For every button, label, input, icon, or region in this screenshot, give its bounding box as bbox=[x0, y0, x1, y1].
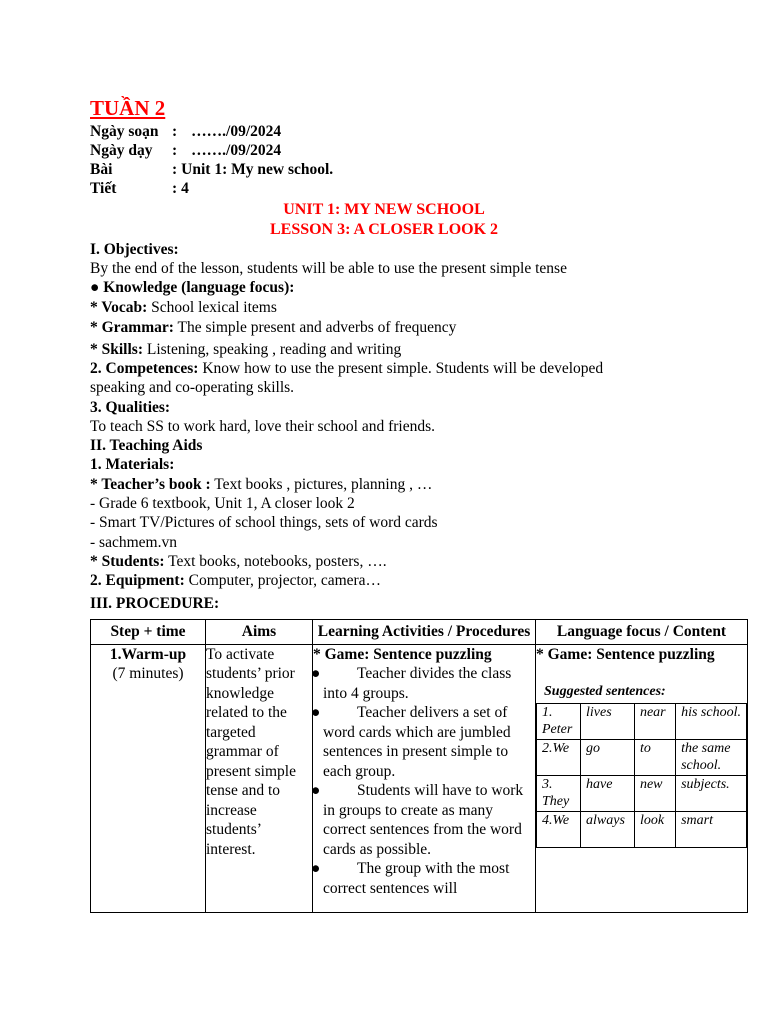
sentence-cell: have bbox=[581, 775, 635, 811]
table-row bbox=[537, 739, 747, 775]
materials-heading: 1. Materials: bbox=[90, 456, 175, 473]
meta-teach-date: Ngày dạy : ……./09/2024 bbox=[90, 142, 282, 159]
sentences-table bbox=[536, 703, 747, 848]
bullet-icon: ● bbox=[311, 665, 321, 682]
teaching-aids-heading: II. Teaching Aids bbox=[90, 437, 203, 454]
sentence-cell: look bbox=[634, 811, 675, 847]
sentence-cell: go bbox=[581, 739, 635, 775]
list-item: ● Teacher delivers a set of word cards which are jumbled sentences in present simple to each group. bbox=[311, 704, 511, 780]
header-activities: Learning Activities / Procedures bbox=[313, 620, 536, 645]
list-item: ● The group with the most correct sentences will bbox=[311, 860, 510, 897]
table-header-row bbox=[91, 620, 748, 645]
vocab-line: * Vocab: School lexical items bbox=[90, 299, 277, 316]
grammar-line: * Grammar: The simple present and adverbs of frequency bbox=[90, 319, 457, 336]
sentence-cell: to bbox=[634, 739, 675, 775]
material-item: - Smart TV/Pictures of school things, sets of word cards bbox=[90, 514, 438, 531]
list-item: ● Teacher divides the class into 4 groups. bbox=[311, 665, 512, 702]
sentence-cell: the same school. bbox=[676, 739, 747, 775]
header-language-focus: Language focus / Content bbox=[536, 620, 748, 645]
week-title: TUẦN 2 bbox=[90, 96, 166, 120]
sentence-cell: lives bbox=[581, 703, 635, 739]
qualities-heading: 3. Qualities: bbox=[90, 399, 171, 416]
sentence-cell: 4.We bbox=[537, 811, 581, 847]
step-time: (7 minutes) bbox=[112, 665, 184, 682]
procedure-table bbox=[90, 619, 748, 913]
suggested-label: Suggested sentences: bbox=[544, 684, 666, 699]
competences-line-2: speaking and co-operating skills. bbox=[90, 379, 295, 396]
material-item: - sachmem.vn bbox=[90, 534, 177, 551]
meta-lesson: Bài : Unit 1: My new school. bbox=[90, 161, 334, 178]
procedure-heading: III. PROCEDURE: bbox=[90, 595, 220, 612]
meta-prepare-date: Ngày soạn : ……./09/2024 bbox=[90, 123, 282, 140]
sentence-cell: subjects. bbox=[676, 775, 747, 811]
unit-title: UNIT 1: MY NEW SCHOOL bbox=[283, 201, 485, 218]
qualities-text: To teach SS to work hard, love their school and friends. bbox=[90, 418, 436, 435]
sentence-cell: always bbox=[581, 811, 635, 847]
objectives-text: By the end of the lesson, students will be able to use the present simple tense bbox=[90, 260, 567, 277]
sentence-cell: 3. They bbox=[537, 775, 581, 811]
aims-cell: To activate students’ prior knowledge related to the targeted grammar of present simple tense and to increase students’ interest. bbox=[206, 644, 313, 912]
language-focus-cell bbox=[536, 644, 748, 912]
bullet-icon: ● bbox=[311, 704, 321, 721]
teachers-book-line: * Teacher’s book : Text books , pictures, planning , … bbox=[90, 476, 433, 493]
sentence-cell: smart bbox=[676, 811, 747, 847]
activities-cell bbox=[313, 644, 536, 912]
sentence-cell: 1. Peter bbox=[537, 703, 581, 739]
skills-line: * Skills: Listening, speaking , reading and writing bbox=[90, 341, 402, 358]
students-line: * Students: Text books, notebooks, posters, …. bbox=[90, 553, 387, 570]
header-aims: Aims bbox=[206, 620, 313, 645]
material-item: - Grade 6 textbook, Unit 1, A closer look 2 bbox=[90, 495, 355, 512]
step-cell bbox=[91, 644, 206, 912]
objectives-heading: I. Objectives: bbox=[90, 241, 179, 258]
bullet-icon: ● bbox=[311, 860, 321, 877]
language-focus-title: * Game: Sentence puzzling bbox=[536, 645, 715, 663]
list-item: ● Students will have to work in groups to create as many correct sentences from the word cards as possible. bbox=[311, 782, 524, 858]
header-step-time: Step + time bbox=[91, 620, 206, 645]
table-row bbox=[537, 775, 747, 811]
table-row bbox=[91, 644, 748, 912]
bullet-icon: ● bbox=[311, 782, 321, 799]
competences-line: 2. Competences: Know how to use the present simple. Students will be developed bbox=[90, 360, 604, 377]
equipment-line: 2. Equipment: Computer, projector, camera… bbox=[90, 572, 382, 589]
sentence-cell: new bbox=[634, 775, 675, 811]
meta-period: Tiết : 4 bbox=[90, 180, 189, 197]
table-row bbox=[537, 703, 747, 739]
activity-title: * Game: Sentence puzzling bbox=[313, 645, 492, 663]
step-name: 1.Warm-up bbox=[109, 645, 187, 663]
table-row bbox=[537, 811, 747, 847]
knowledge-heading: ● Knowledge (language focus): bbox=[90, 279, 295, 296]
sentence-cell: 2.We bbox=[537, 739, 581, 775]
lesson-title: LESSON 3: A CLOSER LOOK 2 bbox=[269, 221, 499, 238]
sentence-cell: near bbox=[634, 703, 675, 739]
sentence-cell: his school. bbox=[676, 703, 747, 739]
